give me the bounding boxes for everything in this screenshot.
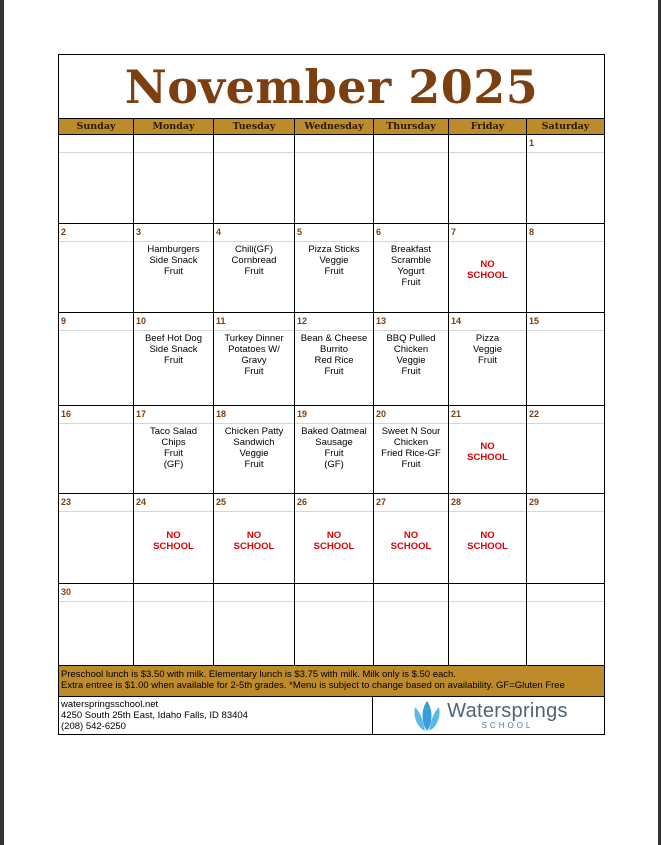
no-school-label	[374, 530, 448, 552]
menu-item: Fruit	[244, 266, 264, 277]
menu-item: Fruit	[244, 366, 264, 377]
day-cell	[449, 224, 527, 312]
day-number: 14	[449, 313, 526, 331]
day-cell	[449, 494, 527, 583]
no-school-text: SCHOOL	[467, 270, 508, 281]
menu-item: Cornbread	[231, 255, 277, 266]
menu-item: Veggie	[319, 255, 349, 266]
day-cell	[59, 494, 134, 583]
day-number: 18	[214, 406, 294, 424]
day-cell	[134, 224, 214, 312]
menu-items	[134, 331, 213, 366]
day-number	[214, 584, 294, 602]
no-school-text: SCHOOL	[390, 541, 432, 552]
no-school-label	[449, 441, 526, 463]
menu-items	[295, 331, 373, 377]
day-number: 21	[449, 406, 526, 424]
day-cell	[295, 584, 374, 665]
week-row	[59, 313, 604, 406]
day-cell	[59, 313, 134, 405]
day-cell	[134, 584, 214, 665]
menu-item: Side Snack	[149, 255, 198, 266]
menu-item: Veggie	[239, 448, 269, 459]
weekday-monday: Monday	[134, 119, 214, 134]
no-school-text: SCHOOL	[467, 541, 508, 552]
weekday-tuesday: Tuesday	[214, 119, 295, 134]
school-logo	[373, 697, 606, 734]
weekday-sunday: Sunday	[59, 119, 134, 134]
day-cell	[214, 224, 295, 312]
day-number: 2	[59, 224, 133, 242]
week-row	[59, 494, 604, 584]
day-cell	[295, 406, 374, 493]
day-cell	[214, 584, 295, 665]
menu-item: Chips	[161, 437, 186, 448]
day-number: 5	[295, 224, 373, 242]
menu-item: Chili(GF)	[235, 244, 273, 255]
no-school-label	[449, 530, 526, 552]
day-cell	[59, 584, 134, 665]
no-school-text: SCHOOL	[313, 541, 355, 552]
menu-items	[374, 424, 448, 470]
menu-item: Fruit	[401, 459, 421, 470]
week-row	[59, 224, 604, 313]
day-number: 26	[295, 494, 373, 512]
menu-items	[134, 424, 213, 470]
day-number	[374, 135, 448, 153]
day-number: 24	[134, 494, 213, 512]
no-school-text: NO	[480, 530, 495, 541]
menu-item: Veggie	[396, 355, 426, 366]
day-number	[134, 584, 213, 602]
day-number: 9	[59, 313, 133, 331]
day-number	[527, 584, 604, 602]
menu-items	[374, 331, 448, 377]
menu-item: Chicken	[393, 344, 429, 355]
menu-items	[134, 242, 213, 277]
menu-item: Chicken Patty	[224, 426, 284, 437]
no-school-text: NO	[480, 441, 495, 452]
menu-item: Fruit	[244, 459, 264, 470]
day-number: 20	[374, 406, 448, 424]
menu-item: Fruit	[324, 266, 344, 277]
day-cell	[59, 224, 134, 312]
day-number: 10	[134, 313, 213, 331]
pricing-line-2: Extra entree is $1.00 when available for 2-5th grades. *Menu is subject to change based on availability. GF=Gluten Free	[61, 680, 565, 691]
day-number: 3	[134, 224, 213, 242]
day-cell	[134, 135, 214, 223]
menu-item: Hamburgers	[147, 244, 200, 255]
menu-item: Sandwich	[233, 437, 275, 448]
calendar-weeks	[59, 135, 604, 666]
day-cell	[59, 135, 134, 223]
day-number	[295, 135, 373, 153]
day-cell	[527, 313, 604, 405]
calendar-sheet	[58, 54, 605, 735]
menu-item: Veggie	[472, 344, 503, 355]
day-cell	[59, 406, 134, 493]
week-row	[59, 135, 604, 224]
day-cell	[527, 494, 604, 583]
day-cell	[527, 406, 604, 493]
no-school-text: NO	[166, 530, 181, 541]
menu-item: Sweet N Sour	[381, 426, 441, 437]
street-address: 4250 South 25th East, Idaho Falls, ID 83404	[61, 710, 248, 721]
menu-item: Breakfast	[390, 244, 432, 255]
menu-item: (GF)	[163, 459, 184, 470]
menu-items	[214, 242, 294, 277]
menu-items	[374, 242, 448, 288]
day-number: 1	[527, 135, 604, 153]
left-edge-bar	[0, 0, 4, 845]
day-cell	[449, 584, 527, 665]
calendar-title: November 2025	[59, 55, 604, 119]
contact-info	[59, 697, 373, 734]
menu-items	[295, 242, 373, 277]
menu-item: Red Rice	[314, 355, 354, 366]
menu-items	[214, 424, 294, 470]
menu-item: Beef Hot Dog	[144, 333, 203, 344]
day-cell	[134, 406, 214, 493]
day-number	[59, 135, 133, 153]
menu-item: Fruit	[324, 366, 344, 377]
menu-item: Sausage	[315, 437, 353, 448]
day-cell	[374, 494, 449, 583]
week-row	[59, 406, 604, 494]
day-number	[134, 135, 213, 153]
contact-row	[59, 697, 604, 734]
no-school-label	[214, 530, 294, 552]
menu-items	[449, 331, 526, 366]
day-cell	[295, 313, 374, 405]
day-cell	[295, 224, 374, 312]
weekday-header	[59, 119, 604, 135]
menu-item: Fruit	[324, 448, 344, 459]
menu-item: Baked Oatmeal	[301, 426, 367, 437]
no-school-text: SCHOOL	[233, 541, 275, 552]
day-number	[449, 135, 526, 153]
menu-item: Fruit	[164, 448, 183, 459]
day-cell	[295, 494, 374, 583]
day-number	[295, 584, 373, 602]
day-cell	[295, 135, 374, 223]
day-cell	[214, 494, 295, 583]
website-link[interactable]: waterspringsschool.net	[61, 699, 159, 710]
menu-item: Chicken	[393, 437, 429, 448]
menu-items	[295, 424, 373, 470]
menu-item: (GF)	[324, 459, 344, 470]
day-cell	[449, 135, 527, 223]
day-cell	[527, 135, 604, 223]
no-school-text: NO	[480, 259, 495, 270]
menu-item: Burrito	[320, 344, 348, 355]
day-cell	[134, 494, 214, 583]
day-number: 17	[134, 406, 213, 424]
menu-item: Fruit	[164, 355, 183, 366]
menu-item: Bean & Cheese	[300, 333, 368, 344]
weekday-thursday: Thursday	[374, 119, 449, 134]
menu-item: Side Snack	[149, 344, 198, 355]
menu-item: Scramble	[390, 255, 432, 266]
menu-item: Yogurt	[397, 266, 425, 277]
day-number	[214, 135, 294, 153]
menu-item: Pizza Sticks	[308, 244, 360, 255]
day-number: 8	[527, 224, 604, 242]
day-cell	[449, 406, 527, 493]
menu-item: Fruit	[478, 355, 497, 366]
day-cell	[374, 135, 449, 223]
no-school-text: NO	[403, 530, 419, 541]
day-number: 6	[374, 224, 448, 242]
day-number: 19	[295, 406, 373, 424]
day-cell	[527, 224, 604, 312]
no-school-label	[134, 530, 213, 552]
day-cell	[449, 313, 527, 405]
day-cell	[374, 224, 449, 312]
day-number	[374, 584, 448, 602]
no-school-label	[449, 259, 526, 281]
no-school-label	[295, 530, 373, 552]
no-school-text: SCHOOL	[467, 452, 508, 463]
no-school-text: SCHOOL	[153, 541, 194, 552]
no-school-text: NO	[326, 530, 342, 541]
menu-item: Fruit	[401, 366, 421, 377]
week-row	[59, 584, 604, 666]
day-number: 22	[527, 406, 604, 424]
day-number: 16	[59, 406, 133, 424]
no-school-text: NO	[246, 530, 262, 541]
pricing-line-1: Preschool lunch is $3.50 with milk. Elementary lunch is $3.75 with milk. Milk only is $.50 each.	[61, 669, 456, 680]
day-number: 27	[374, 494, 448, 512]
day-cell	[374, 584, 449, 665]
weekday-friday: Friday	[449, 119, 527, 134]
menu-item: Fried Rice-GF	[381, 448, 441, 459]
day-number: 30	[59, 584, 133, 602]
logo-name: Watersprings	[447, 700, 568, 722]
pricing-note	[59, 666, 604, 697]
menu-item: BBQ Pulled	[386, 333, 436, 344]
menu-items	[214, 331, 294, 377]
day-cell	[527, 584, 604, 665]
day-number: 29	[527, 494, 604, 512]
day-number: 25	[214, 494, 294, 512]
day-cell	[134, 313, 214, 405]
day-number	[449, 584, 526, 602]
logo-sub: SCHOOL	[481, 721, 534, 730]
day-number: 28	[449, 494, 526, 512]
menu-item: Pizza	[475, 333, 500, 344]
menu-item: Fruit	[401, 277, 421, 288]
day-number: 11	[214, 313, 294, 331]
leaf-logo-icon	[411, 699, 443, 733]
menu-item: Fruit	[164, 266, 183, 277]
day-number: 12	[295, 313, 373, 331]
day-number: 23	[59, 494, 133, 512]
menu-item: Potatoes W/	[228, 344, 280, 355]
day-cell	[214, 406, 295, 493]
day-number: 13	[374, 313, 448, 331]
phone-number: (208) 542-6250	[61, 721, 126, 732]
logo-wordmark	[447, 701, 568, 730]
menu-item: Taco Salad	[149, 426, 197, 437]
weekday-wednesday: Wednesday	[295, 119, 374, 134]
menu-item: Turkey Dinner	[224, 333, 284, 344]
day-cell	[374, 313, 449, 405]
menu-item: Gravy	[241, 355, 267, 366]
day-number: 4	[214, 224, 294, 242]
day-cell	[374, 406, 449, 493]
weekday-saturday: Saturday	[541, 121, 590, 132]
day-number: 7	[449, 224, 526, 242]
day-cell	[214, 313, 295, 405]
day-number: 15	[527, 313, 604, 331]
day-cell	[214, 135, 295, 223]
